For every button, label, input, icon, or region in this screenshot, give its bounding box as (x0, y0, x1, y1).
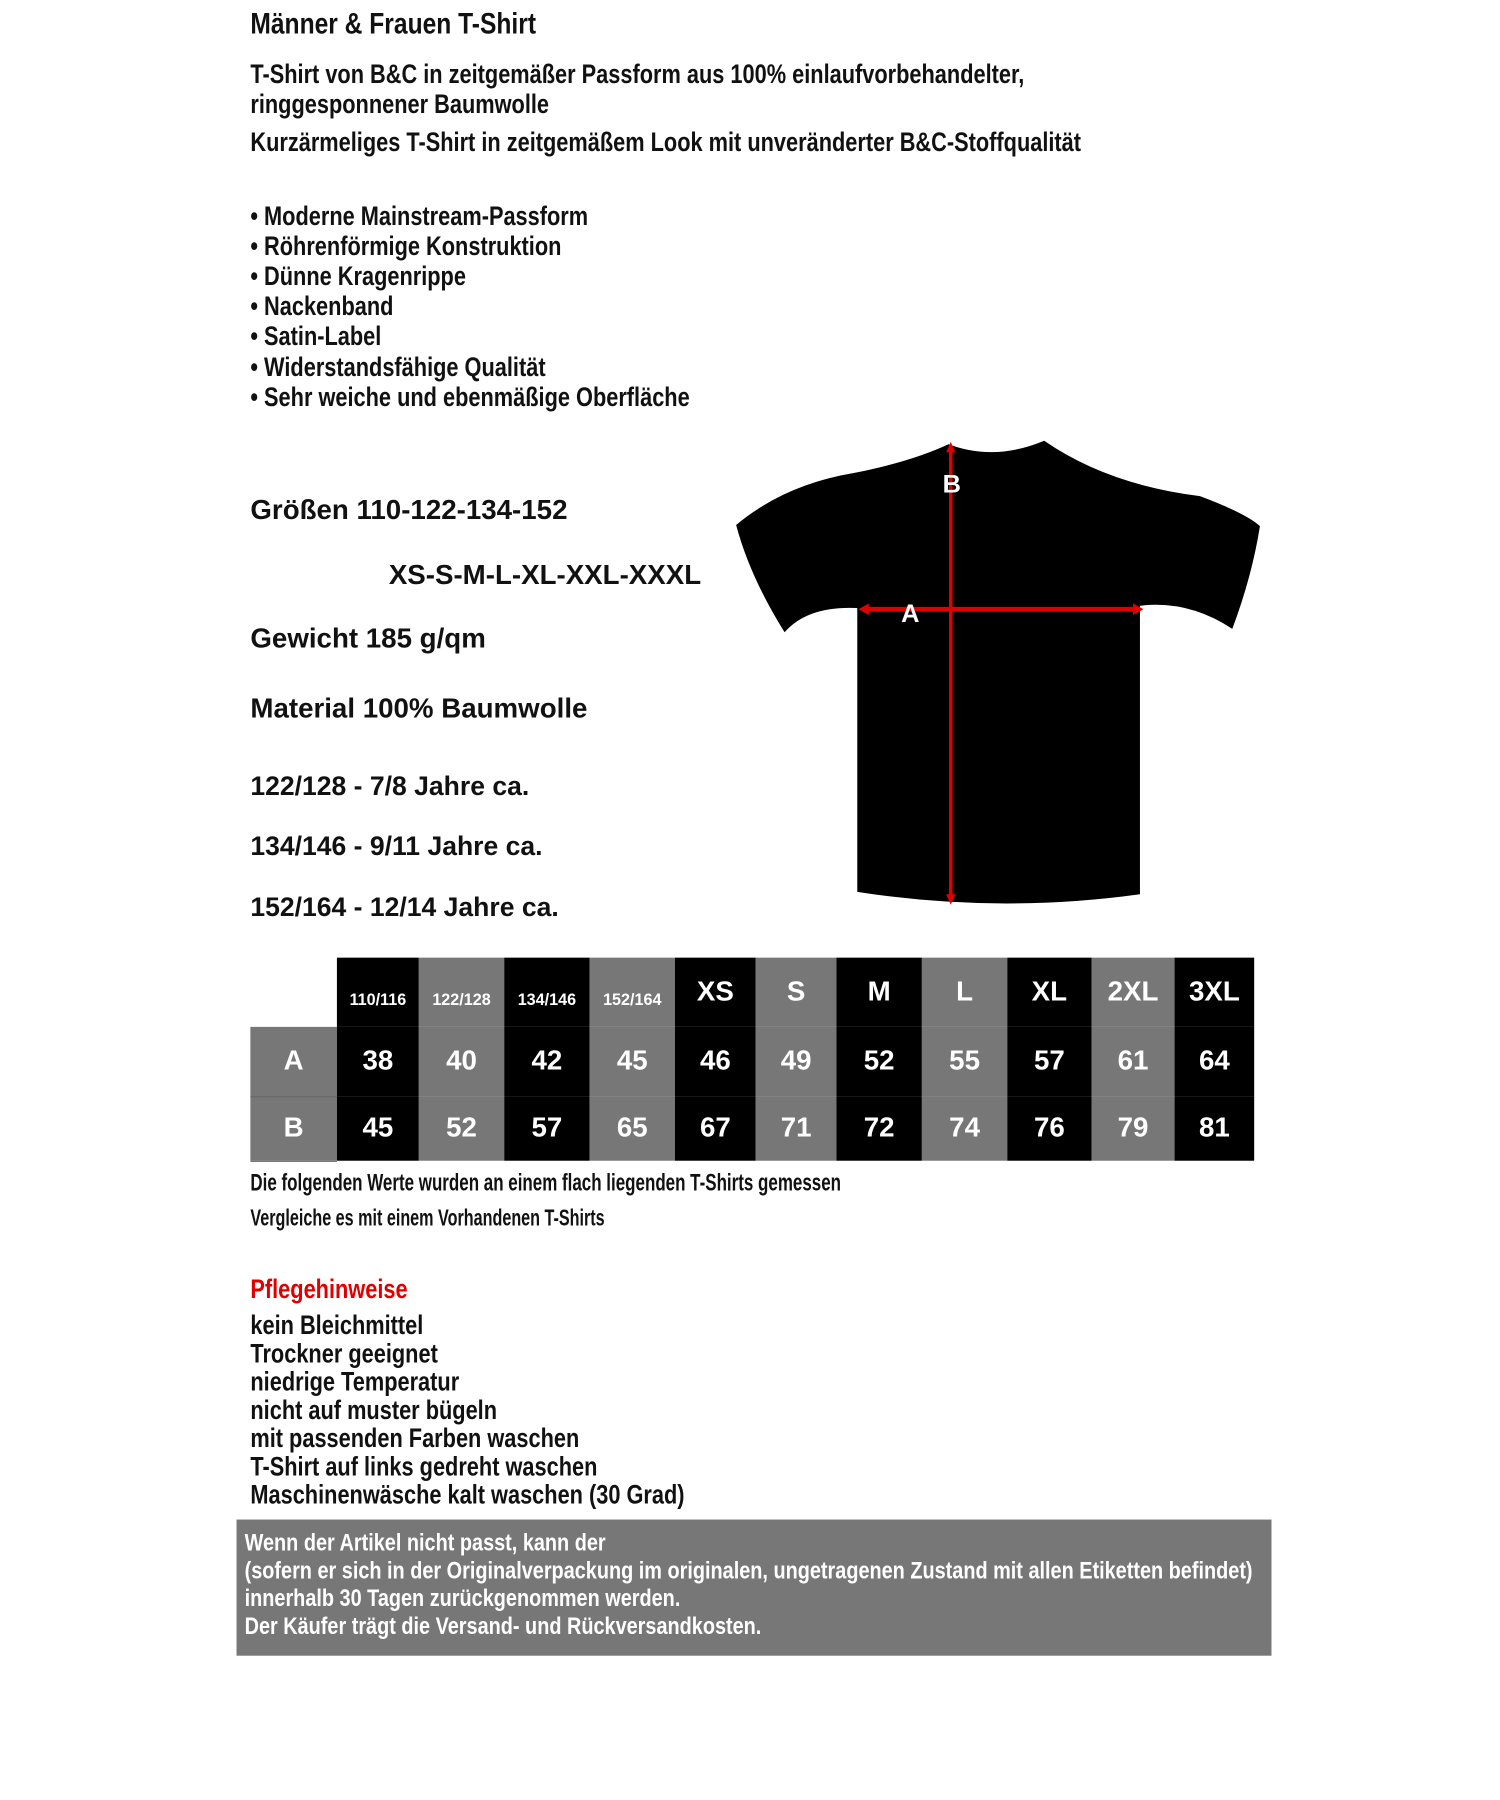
care-item: T-Shirt auf links gedreht waschen (250, 1450, 598, 1481)
size-value: 45 (590, 1027, 675, 1096)
age-row: 122/128 - 7/8 Jahre ca. (250, 770, 530, 801)
size-header: M (837, 958, 922, 1027)
page-title: Männer & Frauen T-Shirt (250, 5, 537, 41)
size-value: 49 (756, 1027, 837, 1096)
description-line: ringgesponnener Baumwolle (250, 88, 550, 119)
feature-item: • Nackenband (250, 290, 394, 321)
care-item: niedrige Temperatur (250, 1366, 460, 1397)
size-header: XL (1007, 958, 1091, 1027)
description-line: Kurzärmeliges T-Shirt in zeitgemäßem Look mit unveränderter B&C-Stoffqualität (250, 126, 1082, 157)
size-value: 65 (590, 1096, 675, 1161)
size-header: 2XL (1091, 958, 1174, 1027)
note-line: Vergleiche es mit einem Vorhandenen T-Shirts (250, 1205, 605, 1232)
sizes-label: Größen 110-122-134-152 (250, 494, 568, 527)
size-header: XS (675, 958, 756, 1027)
age-row: 152/164 - 12/14 Jahre ca. (250, 891, 559, 922)
size-header: 152/164 (590, 958, 675, 1027)
sizes-adult: XS-S-M-L-XL-XXL-XXXL (388, 559, 702, 591)
label-a: A (901, 599, 920, 628)
feature-item: • Dünne Kragenrippe (250, 260, 466, 291)
tshirt-silhouette (736, 441, 1260, 904)
description-line: T-Shirt von B&C in zeitgemäßer Passform aus 100% einlaufvorbehandelter, (250, 58, 1025, 89)
material: Material 100% Baumwolle (250, 693, 588, 725)
care-item: nicht auf muster bügeln (250, 1394, 498, 1425)
row-label: A (250, 1027, 337, 1096)
feature-item: • Widerstandsfähige Qualität (250, 351, 546, 382)
age-row: 134/146 - 9/11 Jahre ca. (250, 830, 543, 861)
size-value: 52 (419, 1096, 504, 1161)
size-value: 71 (756, 1096, 837, 1161)
feature-item: • Satin-Label (250, 320, 382, 351)
feature-item: • Moderne Mainstream-Passform (250, 200, 589, 231)
weight: Gewicht 185 g/qm (250, 623, 486, 655)
size-value: 52 (837, 1027, 922, 1096)
size-header: 134/146 (504, 958, 589, 1027)
size-table (250, 958, 1254, 1162)
return-policy-line: Wenn der Artikel nicht passt, kann der (244, 1529, 606, 1557)
care-item: Maschinenwäsche kalt waschen (30 Grad) (250, 1479, 685, 1510)
size-value: 64 (1175, 1027, 1255, 1096)
size-value: 74 (922, 1096, 1007, 1161)
size-value: 46 (675, 1027, 756, 1096)
size-value: 38 (337, 1027, 419, 1096)
size-value: 55 (922, 1027, 1007, 1096)
size-header: 3XL (1175, 958, 1255, 1027)
return-policy-line: Der Käufer trägt die Versand- und Rückversandkosten. (244, 1613, 762, 1640)
feature-item: • Röhrenförmige Konstruktion (250, 230, 562, 261)
size-value: 76 (1007, 1096, 1091, 1161)
note-line: Die folgenden Werte wurden an einem flach liegenden T-Shirts gemessen (250, 1169, 842, 1197)
size-header: 122/128 (419, 958, 504, 1027)
care-item: kein Bleichmittel (250, 1309, 424, 1340)
care-title: Pflegehinweise (250, 1273, 408, 1304)
size-value: 57 (504, 1096, 589, 1161)
row-label: B (250, 1096, 337, 1161)
size-header: S (756, 958, 837, 1027)
size-value: 45 (337, 1096, 419, 1161)
label-b: B (942, 470, 961, 499)
size-value: 57 (1007, 1027, 1091, 1096)
return-policy-line: innerhalb 30 Tagen zurückgenommen werden. (244, 1585, 681, 1612)
care-item: Trockner geeignet (250, 1337, 438, 1368)
size-header: 110/116 (337, 958, 419, 1027)
feature-item: • Sehr weiche und ebenmäßige Oberfläche (250, 381, 690, 412)
return-policy-line: (sofern er sich in der Originalverpackung im originalen, ungetragenen Zustand mit allen Etiketten befindet) (244, 1557, 1253, 1585)
size-value: 72 (837, 1096, 922, 1161)
size-header: L (922, 958, 1007, 1027)
care-item: mit passenden Farben waschen (250, 1422, 580, 1453)
size-value: 42 (504, 1027, 589, 1096)
size-value: 67 (675, 1096, 756, 1161)
size-value: 79 (1091, 1096, 1174, 1161)
size-value: 81 (1175, 1096, 1255, 1161)
size-value: 40 (419, 1027, 504, 1096)
size-value: 61 (1091, 1027, 1174, 1096)
